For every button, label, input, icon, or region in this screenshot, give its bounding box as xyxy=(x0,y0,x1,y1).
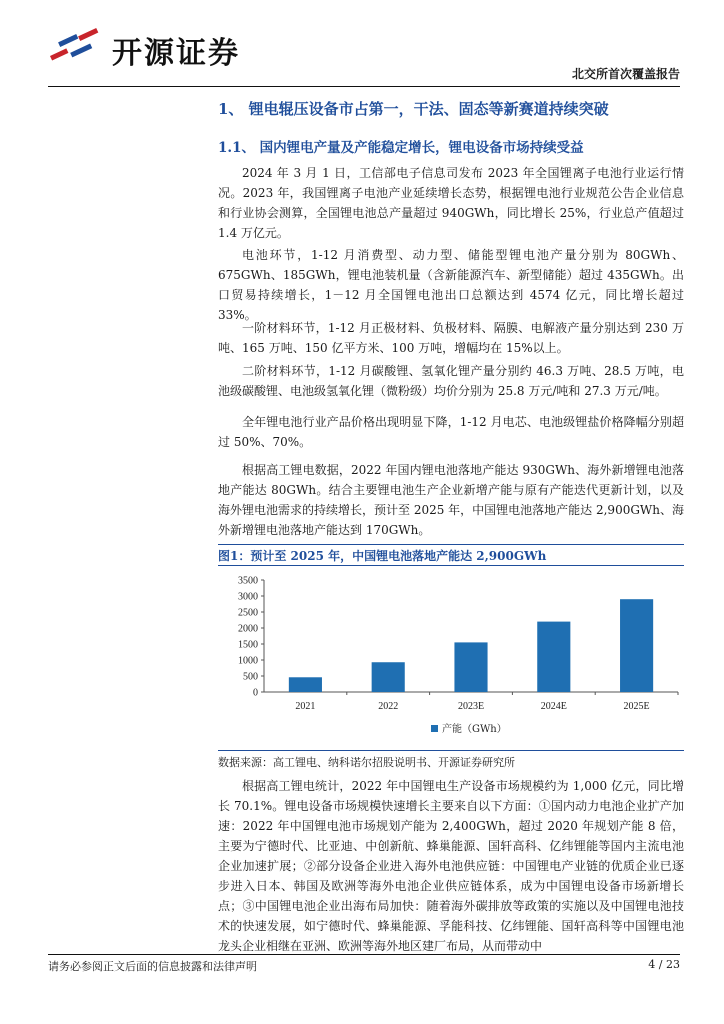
bar-2021 xyxy=(289,677,322,692)
page-header xyxy=(48,14,680,86)
x-tick-label: 2024E xyxy=(540,701,567,712)
y-tick-label: 3500 xyxy=(238,575,258,587)
x-tick-label: 2025E xyxy=(623,701,650,712)
paragraph-6: 根据高工锂电数据，2022 年国内锂电池落地产能达 930GWh、海外新增锂电池落地产能达 80GWh。结合主要锂电池生产企业新增产能与原有产能迭代更新计划，以及海外锂电池需求的持续增长，预计至 2025 年，中国锂电池落地产能达 2,900GWh、海外新增锂电池落地产能达到 170GWh。 xyxy=(218,463,684,537)
y-tick-label: 500 xyxy=(243,671,258,683)
brand-mark-icon xyxy=(48,24,104,68)
brand-name: 开源证券 xyxy=(112,36,240,71)
figure-bottom-rule xyxy=(218,750,684,751)
y-tick-label: 1500 xyxy=(238,639,258,651)
paragraph-3: 一阶材料环节，1-12 月正极材料、负极材料、隔膜、电解液产量分别达到 230 万吨、165 万吨、150 亿平方米、100 万吨，增幅均在 15%以上。 xyxy=(218,321,684,355)
figure-top-rule xyxy=(218,544,684,545)
report-type: 北交所首次覆盖报告 xyxy=(571,67,680,81)
figure-title: 图1：预计至 2025 年，中国锂电池落地产能达 2,900GWh xyxy=(218,549,547,563)
paragraph-1: 2024 年 3 月 1 日，工信部电子信息司发布 2023 年全国锂离子电池行业运行情况。2023 年，我国锂离子电池产业延续增长态势，根据锂电池行业规范公告企业信息和行业协会测算，全国锂电池总产量超过 940GWh，同比增长 25%，行业总产值超过 1.4 万亿元。 xyxy=(218,166,684,240)
bar-2022 xyxy=(372,662,405,692)
footer-divider xyxy=(48,954,680,955)
paragraph-5: 全年锂电池行业产品价格出现明显下降，1-12 月电芯、电池级锂盐价格降幅分别超过 50%、70%。 xyxy=(218,415,684,449)
page-number: 4 / 23 xyxy=(648,958,680,971)
brand-logo xyxy=(48,24,268,76)
legend-swatch xyxy=(431,725,438,732)
y-tick-label: 2500 xyxy=(238,607,258,619)
capacity-bar-chart xyxy=(218,568,684,748)
paragraph-7: 根据高工锂电统计，2022 年中国锂电生产设备市场规模约为 1,000 亿元，同比增长 70.1%。锂电设备市场规模快速增长主要来自以下方面：①国内动力电池企业扩产加速：2022 年中国锂电池市场规划产能为 2,400GWh，超过 2020 年规划产能 8 倍，主要为宁德时代、比亚迪、中创新航、蜂巢能源、国轩高科、亿纬锂能等国内主流电池企业加速扩展；②部分设备企业进入海外电池供应链：中国锂电产业链的优质企业已逐步进入日本、韩国及欧洲等海外电池企业供应链体系，成为中国锂电设备市场新增长点；③中国锂电池企业出海布局加快：随着海外碳排放等政策的实施以及中国锂电池技术的快速发展，如宁德时代、蜂巢能源、孚能科技、亿纬锂能、国轩高科等中国锂电池龙头企业相继在亚洲、欧洲等海外地区建厂布局，从而带动中 xyxy=(218,779,684,953)
bar-2023E xyxy=(454,642,487,692)
header-divider xyxy=(48,86,680,87)
figure-title-rule xyxy=(218,565,684,566)
y-tick-label: 0 xyxy=(253,687,258,699)
y-tick-label: 2000 xyxy=(238,623,258,635)
footer-disclaimer: 请务必参阅正文后面的信息披露和法律声明 xyxy=(48,960,257,973)
bar-2024E xyxy=(537,622,570,692)
paragraph-4: 二阶材料环节，1-12 月碳酸锂、氢氧化锂产量分别约 46.3 万吨、28.5 万吨，电池级碳酸锂、电池级氢氧化锂（微粉级）均价分别为 25.8 万元/吨和 27.3 万元/吨。 xyxy=(218,364,684,398)
x-tick-label: 2022 xyxy=(378,701,399,712)
x-tick-label: 2021 xyxy=(295,701,316,712)
section-heading: 1、 锂电辊压设备市占第一，干法、固态等新赛道持续突破 xyxy=(218,100,609,118)
figure-source: 数据来源：高工锂电、纳科诺尔招股说明书、开源证券研究所 xyxy=(218,756,515,769)
y-tick-label: 3000 xyxy=(238,591,258,603)
subsection-heading: 1.1、 国内锂电产量及产能稳定增长，锂电设备市场持续受益 xyxy=(218,140,584,156)
bar-2025E xyxy=(620,599,653,692)
legend-label: 产能（GWh） xyxy=(442,724,507,735)
y-tick-label: 1000 xyxy=(238,655,258,667)
x-tick-label: 2023E xyxy=(457,701,485,712)
paragraph-2: 电池环节，1-12 月消费型、动力型、储能型锂电池产量分别为 80GWh、675GWh、185GWh，锂电池装机量（含新能源汽车、新型储能）超过 435GWh。出口贸易持续增长，1－12 月全国锂电池出口总额达到 4574 亿元，同比增长超过 33%。 xyxy=(218,248,684,322)
